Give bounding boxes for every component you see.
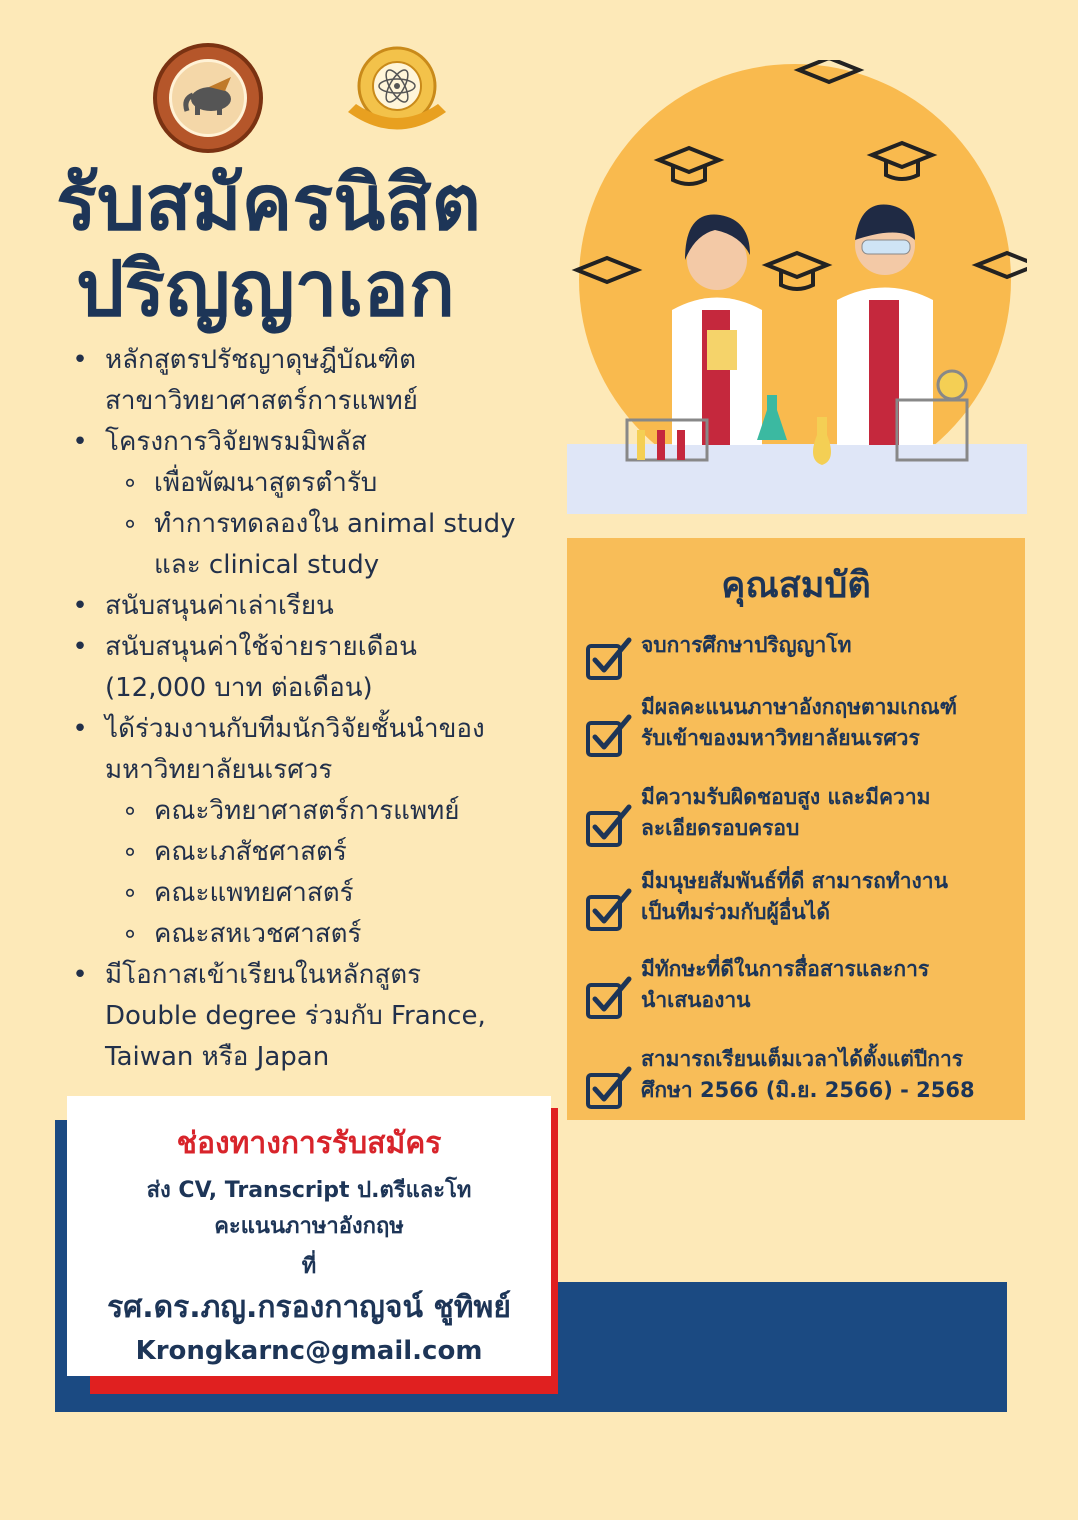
bullet-icon: • [72,714,88,744]
list-item-text: คณะเภสัชศาสตร์ [154,837,347,867]
list-item-text: ได้ร่วมงานกับทีมนักวิจัยชั้นนำของ [105,714,485,744]
list-item-text: สนับสนุนค่าเล่าเรียน [105,591,334,621]
list-item-text: คณะแพทยศาสตร์ [154,878,354,908]
checkbox-checked-icon [585,803,633,851]
list-item [70,340,560,381]
list-item-text: สนับสนุนค่าใช้จ่ายรายเดือน [105,632,417,662]
qualification-text: สามารถเรียนเต็มเวลาได้ตั้งแต่ปีการ ศึกษา 2566 (มิ.ย. 2566) - 2568 [641,1047,975,1102]
benefits-list [70,340,560,1078]
list-item-text: Taiwan หรือ Japan [105,1042,330,1072]
checkbox-checked-icon [585,636,633,684]
list-item-text: มีโอกาสเข้าเรียนในหลักสูตร [105,960,422,990]
qualification-text: มีความรับผิดชอบสูง และมีความ ละเอียดรอบครอบ [641,785,931,840]
list-item [70,422,560,463]
list-item-continuation [70,750,560,791]
bullet-icon: • [72,427,88,457]
list-item-text: เพื่อพัฒนาสูตรตำรับ [154,468,378,498]
qualification-text: มีทักษะที่ดีในการสื่อสารและการ นำเสนองาน [641,957,930,1012]
bullet-icon: • [72,345,88,375]
checkbox-checked-icon [585,975,633,1023]
sub-bullet-icon: ∘ [121,509,139,539]
checkbox-checked-icon [585,1065,633,1113]
title-line-1: รับสมัครนิสิต [56,158,481,247]
sub-bullet-icon: ∘ [121,919,139,949]
list-item-text: โครงการวิจัยพรมมิพลัส [105,427,367,457]
page-title [56,160,576,332]
checkbox-checked-icon [585,887,633,935]
list-item [70,627,560,668]
list-item-text: ทำการทดลองใน animal study [154,509,516,539]
list-item-text: สาขาวิทยาศาสตร์การแพทย์ [105,386,418,416]
sub-list-item [70,504,560,545]
checkbox-checked-icon [585,713,633,761]
title-line-2: ปริญญาเอก [76,244,455,333]
scientists-illustration [567,60,1027,514]
list-item-continuation [70,996,560,1037]
faculty-logo [338,42,456,142]
list-item [70,586,560,627]
frame-cutout [557,1120,1025,1282]
sub-bullet-icon: ∘ [121,837,139,867]
sub-list-item [70,463,560,504]
bullet-icon: • [72,591,88,621]
list-item-continuation [70,668,560,709]
list-item-text: หลักสูตรปรัชญาดุษฎีบัณฑิต [105,345,416,375]
list-item-text: Double degree ร่วมกับ France, [105,1001,486,1031]
contact-line-1: ส่ง CV, Transcript ป.ตรีและโท [146,1178,472,1203]
list-item-continuation [70,1037,560,1078]
contact-line-2: คะแนนภาษาอังกฤษ [214,1214,404,1239]
list-item-text: คณะสหเวชศาสตร์ [154,919,362,949]
list-item [70,955,560,996]
contact-name: รศ.ดร.ภญ.กรองกาญจน์ ชูทิพย์ [107,1290,511,1325]
sub-bullet-icon: ∘ [121,878,139,908]
qualification-text: มีผลคะแนนภาษาอังกฤษตามเกณฑ์ รับเข้าของมหาวิทยาลัยนเรศวร [641,695,958,750]
list-item-continuation [70,381,560,422]
sub-bullet-icon: ∘ [121,796,139,826]
sub-bullet-icon: ∘ [121,468,139,498]
contact-email[interactable]: Krongkarnc@gmail.com [135,1336,483,1366]
contact-title: ช่องทางการรับสมัคร [176,1126,442,1161]
sub-list-item [70,914,560,955]
list-item-text: และ clinical study [154,550,380,580]
qualification-text: จบการศึกษาปริญญาโท [641,633,852,657]
list-item-continuation [70,545,560,586]
sub-list-item [70,873,560,914]
list-item-text: มหาวิทยาลัยนเรศวร [105,755,333,785]
contact-line-3: ที่ [301,1254,317,1279]
list-item [70,709,560,750]
bullet-icon: • [72,632,88,662]
list-item-text: (12,000 บาท ต่อเดือน) [105,673,373,703]
qualification-text: มีมนุษยสัมพันธ์ที่ดี สามารถทำงาน เป็นทีมร่วมกับผู้อื่นได้ [641,869,948,924]
sub-list-item [70,791,560,832]
list-item-text: คณะวิทยาศาสตร์การแพทย์ [154,796,460,826]
sub-list-item [70,832,560,873]
university-logo [153,43,263,153]
bullet-icon: • [72,960,88,990]
qualifications-title: คุณสมบัติ [721,565,871,606]
